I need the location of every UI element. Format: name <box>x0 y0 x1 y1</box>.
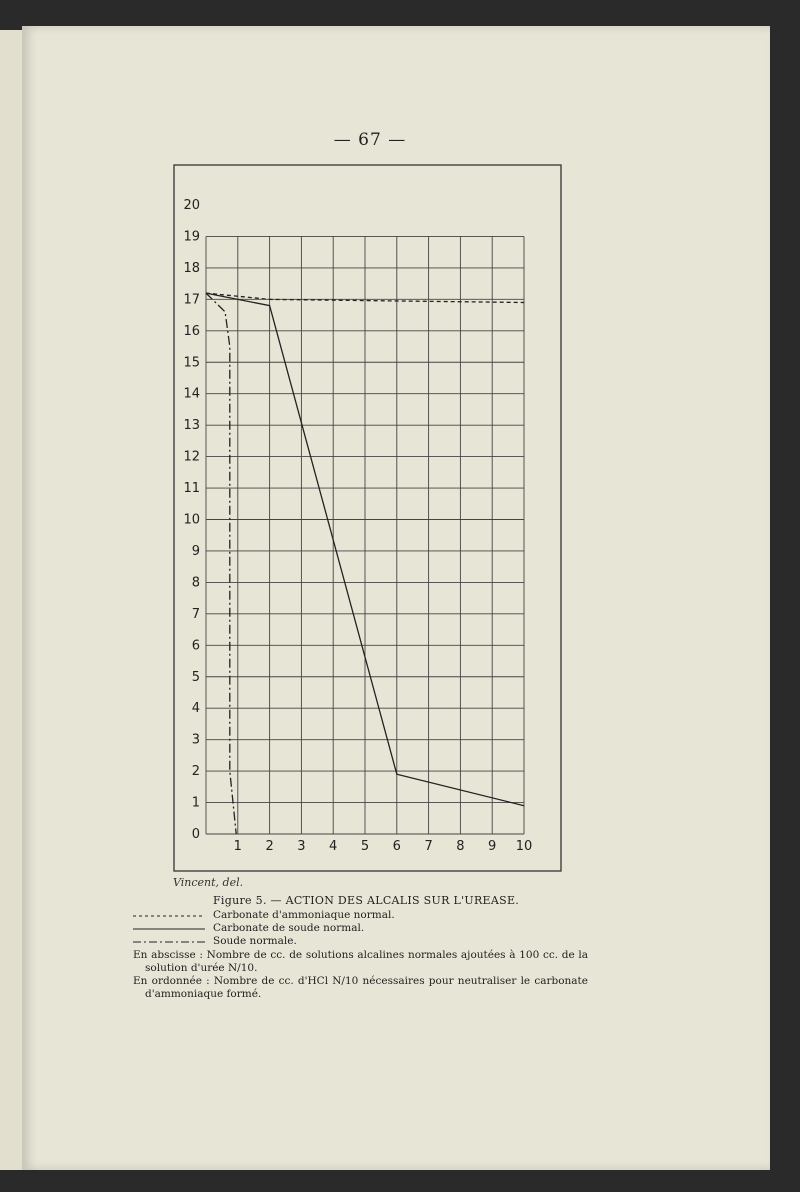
y-tick-label: 16 <box>183 323 200 339</box>
y-tick-label: 7 <box>191 606 200 622</box>
y-tick-label: 17 <box>183 292 200 308</box>
x-tick-label: 1 <box>233 839 242 854</box>
y-tick-label: 2 <box>191 764 200 780</box>
legend-label-dashed: Carbonate d'ammoniaque normal. <box>213 909 395 921</box>
y-tick-label: 10 <box>183 512 200 528</box>
y-tick-label: 13 <box>183 418 200 434</box>
x-tick-label: 7 <box>424 839 433 854</box>
legend-entry-solid <box>133 922 395 935</box>
series-line-dashdot <box>206 293 236 834</box>
y-tick-label: 20 <box>183 198 200 213</box>
ordinate-note: En ordonnée : Nombre de cc. d'HCl N/10 nécessaires pour neutraliser le carbonate d'ammoniaque formé. <box>133 975 588 1000</box>
x-tick-label: 5 <box>360 839 370 854</box>
x-tick-label: 10 <box>515 839 533 854</box>
legend-label-dashdot: Soude normale. <box>213 935 297 947</box>
y-tick-label: 1 <box>191 795 200 811</box>
grid <box>206 236 524 834</box>
y-tick-label: 0 <box>191 827 200 842</box>
x-tick-label: 8 <box>456 839 465 854</box>
chart-frame <box>166 164 562 874</box>
y-tick-label: 19 <box>183 229 200 245</box>
x-tick-label: 2 <box>265 839 274 854</box>
y-tick-label: 12 <box>183 449 200 465</box>
y-tick-label: 11 <box>183 481 200 497</box>
legend-swatch-solid <box>133 925 205 933</box>
page-number: — 67 — <box>333 130 407 150</box>
chart-outer-frame <box>174 165 561 871</box>
x-tick-label: 9 <box>488 839 497 854</box>
y-tick-label: 5 <box>191 669 200 685</box>
abscissa-note: En abscisse : Nombre de cc. de solutions alcalines normales ajoutées à 100 cc. de la solution d'urée N/10. <box>133 949 588 974</box>
legend-swatch-dashed <box>133 912 205 920</box>
y-tick-label: 4 <box>191 701 200 717</box>
figure-title: Figure 5. — ACTION DES ALCALIS SUR L'UREASE. <box>213 894 520 907</box>
legend-entry-dashdot <box>133 935 395 948</box>
illustrator-credit: Vincent, del. <box>173 876 244 889</box>
y-tick-label: 15 <box>183 355 200 371</box>
legend-label-solid: Carbonate de soude normal. <box>213 922 365 934</box>
x-tick-label: 3 <box>297 839 306 854</box>
y-tick-label: 8 <box>191 575 200 591</box>
x-tick-label: 4 <box>329 839 338 854</box>
line-chart <box>166 164 562 874</box>
x-tick-label: 6 <box>392 839 401 854</box>
facing-page-edge <box>0 30 22 1170</box>
legend-entry-dashed <box>133 909 395 922</box>
y-tick-label: 6 <box>191 638 200 654</box>
y-tick-label: 3 <box>191 732 200 748</box>
y-tick-label: 9 <box>191 543 200 559</box>
y-tick-label: 18 <box>183 260 200 276</box>
y-tick-label: 14 <box>183 386 200 402</box>
legend <box>133 909 395 948</box>
legend-swatch-dashdot <box>133 938 205 946</box>
caption-notes <box>133 949 588 1001</box>
